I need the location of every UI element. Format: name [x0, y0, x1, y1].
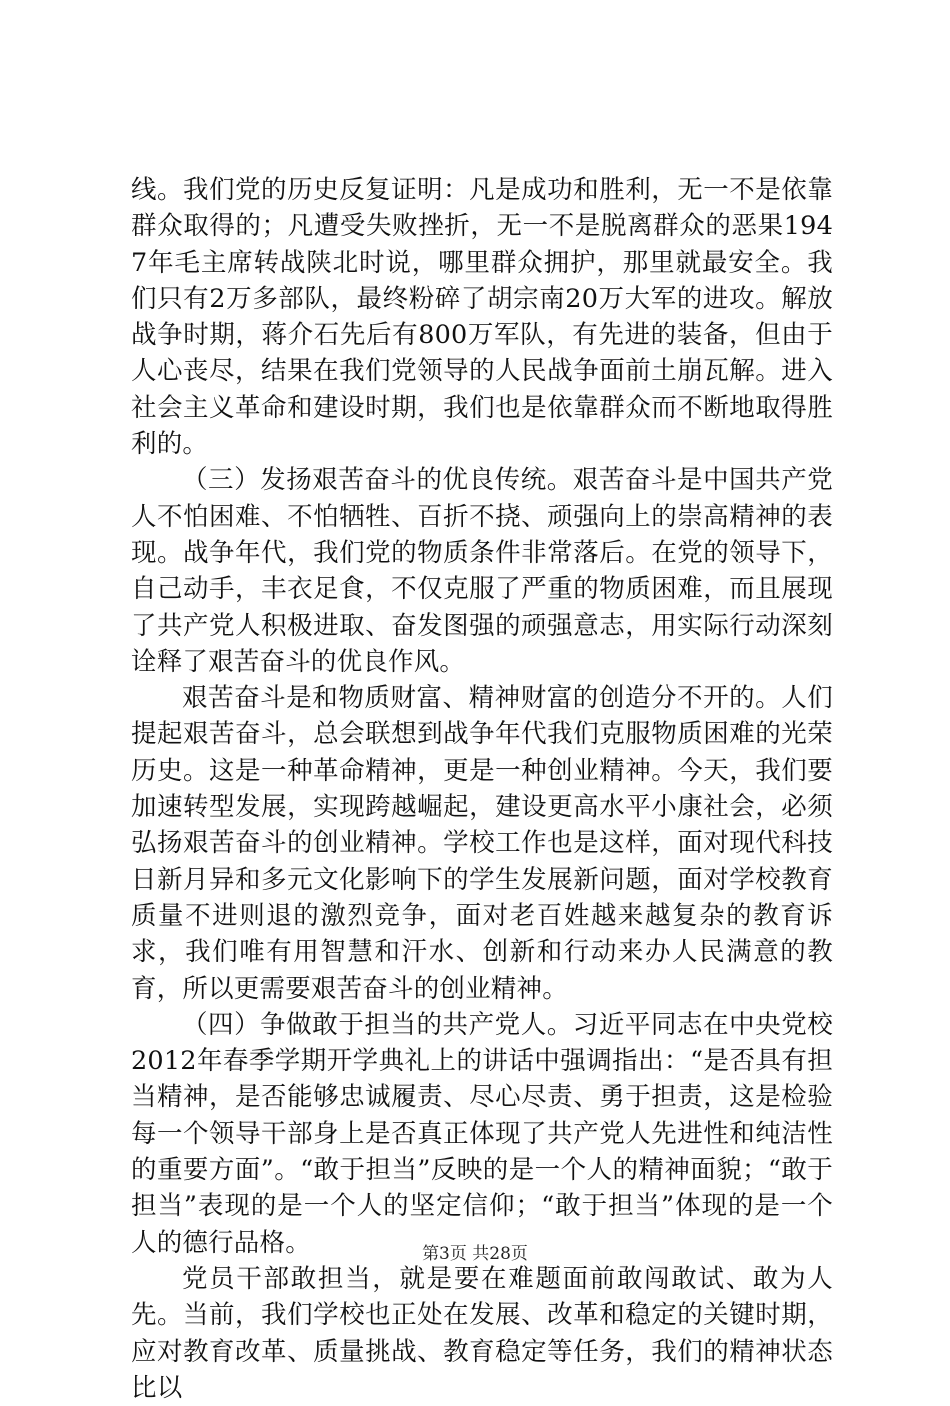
document-body	[131, 172, 833, 1406]
paragraph-responsibility: 党员干部敢担当，就是要在难题面前敢闯敢试、敢为人先。当前，我们学校也正处在发展、改革和稳定的关键时期，应对教育改革、质量挑战、教育稳定等任务，我们的精神状态比以	[131, 1263, 833, 1403]
paragraph-section-four: （四）争做敢于担当的共产党人。习近平同志在中央党校2012年春季学期开学典礼上的讲话中强调指出：“是否具有担当精神，是否能够忠诚履责、尽心尽责、勇于担责，这是检验每一个领导干部身上是否真正体现了共产党人先进性和纯洁性的重要方面”。“敢于担当”反映的是一个人的精神面貌；“敢于担当”表现的是一个人的坚定信仰；“敢于担当”体现的是一个人的德行品格。	[131, 1009, 833, 1258]
paragraph-section-three: （三）发扬艰苦奋斗的优良传统。艰苦奋斗是中国共产党人不怕困难、不怕牺牲、百折不挠、顽强向上的崇高精神的表现。战争年代，我们党的物质条件非常落后。在党的领导下，自己动手，丰衣足食，不仅克服了严重的物质困难，而且展现了共产党人积极进取、奋发图强的顽强意志，用实际行动深刻诠释了艰苦奋斗的优良作风。	[131, 465, 833, 677]
paragraph-hard-work: 艰苦奋斗是和物质财富、精神财富的创造分不开的。人们提起艰苦奋斗，总会联想到战争年代我们克服物质困难的光荣历史。这是一种革命精神，更是一种创业精神。今天，我们要加速转型发展，实现跨越崛起，建设更高水平小康社会，必须弘扬艰苦奋斗的创业精神。学校工作也是这样，面对现代科技日新月异和多元文化影响下的学生发展新问题，面对学校教育质量不进则退的激烈竞争，面对老百姓越来越复杂的教育诉求，我们唯有用智慧和汗水、创新和行动来办人民满意的教育，所以更需要艰苦奋斗的创业精神。	[131, 683, 833, 1004]
paragraph-continuation: 线。我们党的历史反复证明：凡是成功和胜利，无一不是依靠群众取得的；凡遭受失败挫折，无一不是脱离群众的恶果1947年毛主席转战陕北时说，哪里群众拥护，那里就最安全。我们只有2万多部队，最终粉碎了胡宗南20万大军的进攻。解放战争时期，蒋介石先后有800万军队，有先进的装备，但由于人心丧尽，结果在我们党领导的人民战争面前土崩瓦解。进入社会主义革命和建设时期，我们也是依靠群众而不断地取得胜利的。	[131, 175, 833, 460]
page-footer: 第3页 共28页	[422, 1244, 528, 1264]
